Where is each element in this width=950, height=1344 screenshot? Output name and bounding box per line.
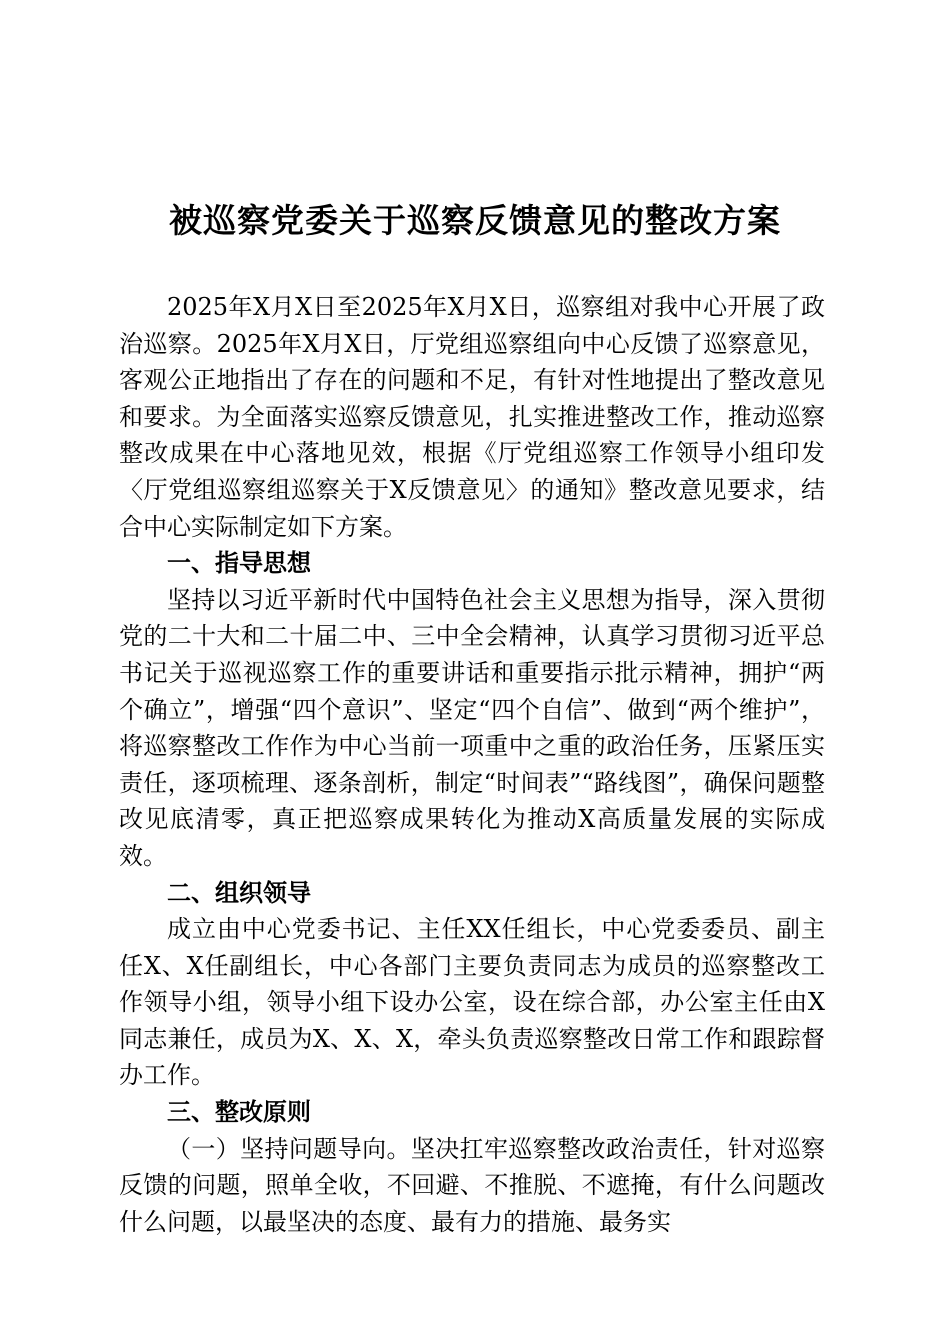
section-paragraph-principles: （一）坚持问题导向。坚决扛牢巡察整改政治责任，针对巡察反馈的问题，照单全收，不回避、不推脱、不遮掩，有什么问题改什么问题，以最坚决的态度、最有力的措施、最务实 — [119, 1134, 825, 1236]
section-heading-guiding-thought: 一、指导思想 — [167, 549, 311, 578]
section-heading-leadership: 二、组织领导 — [167, 878, 311, 907]
section-paragraph-guiding-thought: 坚持以习近平新时代中国特色社会主义思想为指导，深入贯彻党的二十大和二十届二中、三中全会精神，认真学习贯彻习近平总书记关于巡视巡察工作的重要讲话和重要指示批示精神，拥护“两个确立”，增强“四个意识”、坚定“四个自信”、做到“两个维护”，将巡察整改工作作为中心当前一项重中之重的政治任务，压紧压实责任，逐项梳理、逐条剖析，制定“时间表”“路线图”，确保问题整改见底清零，真正把巡察成果转化为推动X高质量发展的实际成效。 — [119, 585, 825, 870]
section-heading-principles: 三、整改原则 — [167, 1098, 311, 1127]
intro-paragraph: 2025年X月X日至2025年X月X日，巡察组对我中心开展了政治巡察。2025年X月X日，厅党组巡察组向中心反馈了巡察意见，客观公正地指出了存在的问题和不足，有针对性地提出了整改意见和要求。为全面落实巡察反馈意见，扎实推进整改工作，推动巡察整改成果在中心落地见效，根据《厅党组巡察工作领导小组印发〈厅党组巡察组巡察关于X反馈意见〉的通知》整改意见要求，结合中心实际制定如下方案。 — [119, 293, 825, 541]
document-body — [119, 289, 825, 1240]
section-paragraph-leadership: 成立由中心党委书记、主任XX任组长，中心党委委员、副主任X、X任副组长，中心各部门主要负责同志为成员的巡察整改工作领导小组，领导小组下设办公室，设在综合部，办公室主任由X同志兼任，成员为X、X、X，牵头负责巡察整改日常工作和跟踪督办工作。 — [119, 915, 825, 1090]
document-title: 被巡察党委关于巡察反馈意见的整改方案 — [169, 201, 781, 240]
